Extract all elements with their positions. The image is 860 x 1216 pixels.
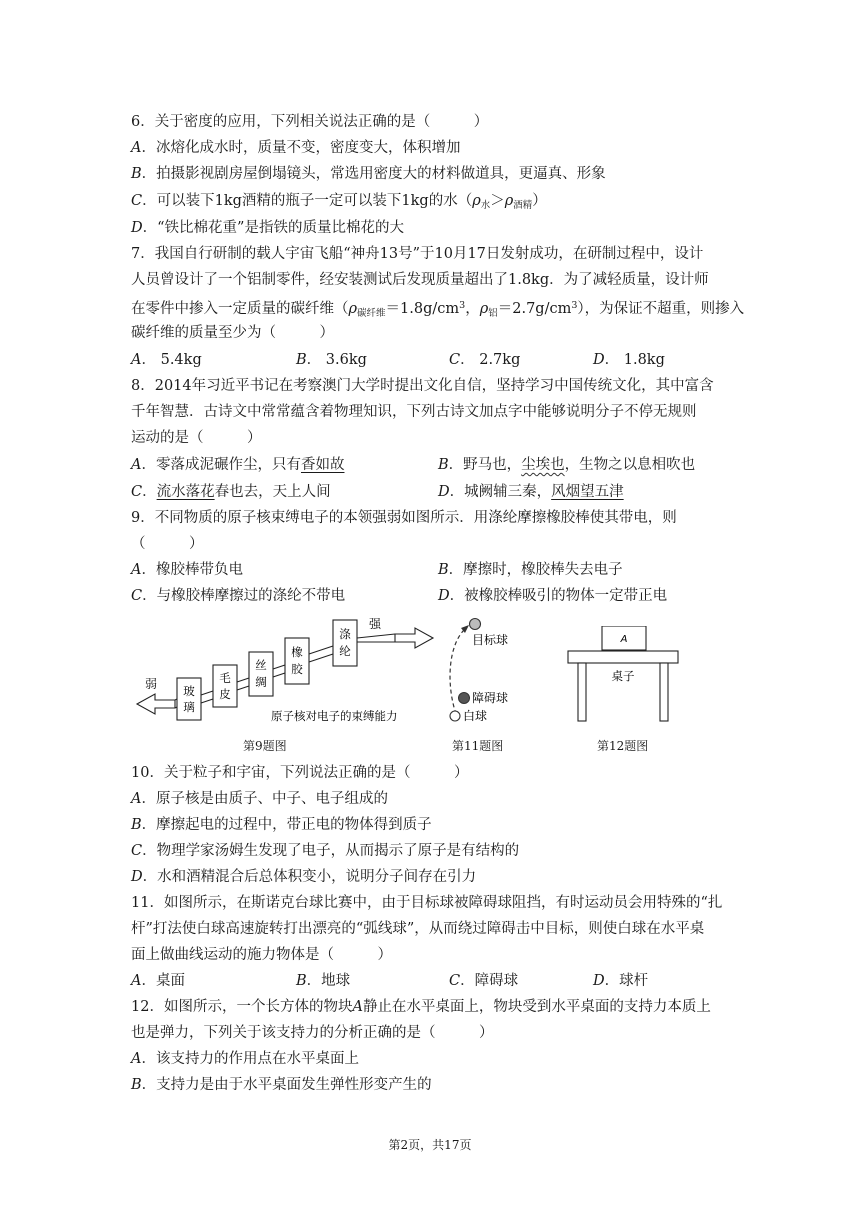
q11-option-a: A．桌面 (131, 973, 185, 989)
q6-stem: 6．关于密度的应用，下列相关说法正确的是（ ） (131, 114, 489, 130)
obstacle-ball (459, 693, 470, 704)
q9-option-a: A．橡胶棒带负电 (131, 562, 243, 578)
box-glass-label-1: 玻 (183, 684, 195, 698)
obstacle-ball-label: 障碍球 (472, 691, 509, 705)
q7-stem-line-4: 碳纤维的质量至少为（ ） (131, 325, 334, 341)
figure-9-caption: 第9题图 (243, 739, 287, 753)
q11-stem-line-3: 面上做曲线运动的施力物体是（ ） (131, 947, 392, 963)
q8-stem-line-1: 8．2014年习近平书记在考察澳门大学时提出文化自信，坚持学习中国传统文化，其中富含 (131, 378, 714, 394)
box-glass-label-2: 璃 (183, 700, 195, 714)
q9-stem-line-2: （ ） (131, 536, 204, 552)
q11-option-c: C．障碍球 (449, 973, 519, 989)
svg-text:橡: 橡 (291, 645, 303, 659)
table-top (568, 651, 678, 663)
strong-arrow (395, 628, 433, 648)
q10-option-a: A．原子核是由质子、中子、电子组成的 (131, 791, 388, 807)
page-footer: 第2页，共17页 (388, 1138, 472, 1152)
q12-stem-line-1: 12．如图所示，一个长方体的物块A静止在水平桌面上，物块受到水平桌面的支持力本质上 (131, 999, 711, 1015)
target-ball-label: 目标球 (472, 633, 509, 647)
q8-option-a: A．零落成泥碾作尘，只有香如故 (131, 457, 345, 473)
q12-option-b: B．支持力是由于水平桌面发生弹性形变产生的 (131, 1077, 432, 1093)
q10-option-b: B．摩擦起电的过程中，带正电的物体得到质子 (131, 817, 432, 833)
q9-option-b: B．摩擦时，橡胶棒失去电子 (438, 562, 623, 578)
weak-label: 弱 (145, 677, 158, 691)
figure-11-caption: 第11题图 (452, 739, 504, 753)
svg-text:毛: 毛 (219, 671, 231, 685)
q9-option-d: D．被橡胶棒吸引的物体一定带正电 (438, 588, 668, 604)
white-ball-label: 白球 (463, 709, 488, 723)
q8-stem-line-2: 千年智慧．古诗文中常常蕴含着物理知识，下列古诗文加点字中能够说明分子不停无规则 (131, 404, 697, 420)
q10-option-c: C．物理学家汤姆生发现了电子，从而揭示了原子是有结构的 (131, 843, 520, 859)
q8-option-d: D．城阙辅三秦，风烟望五津 (438, 484, 624, 500)
q8-stem-line-3: 运动的是（ ） (131, 430, 262, 446)
q12-stem-line-2: 也是弹力，下列关于该支持力的分析正确的是（ ） (131, 1025, 494, 1041)
q6-option-d: D．“铁比棉花重”是指铁的质量比棉花的大 (131, 220, 404, 236)
svg-text:皮: 皮 (219, 687, 231, 701)
q11-stem-line-1: 11．如图所示，在斯诺克台球比赛中，由于目标球被障碍球阻挡，有时运动员会用特殊的“扎 (131, 895, 723, 911)
q7-stem-line-2: 人员曾设计了一个铝制零件，经安装测试后发现质量超出了1.8kg．为了减轻质量，设计师 (131, 272, 709, 288)
q10-option-d: D．水和酒精混合后总体积变小，说明分子间存在引力 (131, 869, 477, 885)
block-a-label: A (620, 634, 628, 645)
q6-option-c: C．可以装下1kg酒精的瓶子一定可以装下1kg的水$(\rho_水>\rho_{酒精})$ (131, 193, 547, 211)
q7-option-a: A． 5.4kg (131, 352, 202, 368)
figure-9-binding-ability-diagram (135, 612, 435, 730)
svg-text:涤: 涤 (339, 627, 351, 641)
q6-option-a: A．冰熔化成水时，质量不变，密度变大，体积增加 (131, 140, 461, 156)
q11-stem-line-2: 杆”打法使白球高速旋转打出漂亮的“弧线球”，从而绕过障碍击中目标，则使白球在水平桌 (131, 921, 705, 937)
q7-option-c: C． 2.7kg (449, 352, 521, 368)
svg-text:丝: 丝 (255, 658, 267, 672)
table-leg-right (660, 663, 668, 721)
figure-11-billiards-diagram (444, 614, 534, 726)
table-label: 桌子 (611, 669, 635, 683)
binding-ability-label: 原子核对电子的束缚能力 (271, 709, 398, 723)
figure-12-caption: 第12题图 (597, 739, 649, 753)
figure-12-block-on-table (566, 626, 682, 724)
q7-stem-line-1: 7．我国自行研制的载人宇宙飞船“神舟13号”于10月17日发射成功，在研制过程中，设计 (131, 246, 704, 262)
q9-option-c: C．与橡胶棒摩擦过的涤纶不带电 (131, 588, 346, 604)
table-leg-left (578, 663, 586, 721)
strong-label: 强 (369, 617, 382, 631)
q9-stem-line-1: 9．不同物质的原子核束缚电子的本领强弱如图所示．用涤纶摩擦橡胶棒使其带电，则 (131, 510, 677, 526)
target-ball (470, 619, 481, 630)
svg-text:胶: 胶 (291, 662, 303, 676)
q7-option-d: D． 1.8kg (593, 352, 665, 368)
q12-option-a: A．该支持力的作用点在水平桌面上 (131, 1051, 359, 1067)
white-ball (450, 711, 460, 721)
svg-text:绸: 绸 (255, 675, 267, 689)
q7-option-b: B． 3.6kg (296, 352, 367, 368)
q8-option-b: B．野马也，尘埃也，生物之以息相吹也 (438, 457, 696, 473)
q10-stem: 10．关于粒子和宇宙，下列说法正确的是（ ） (131, 765, 469, 781)
q7-stem-line-3: 在零件中掺入一定质量的碳纤维（$\rho_{碳纤维}=1.8g/cm^3$，$\rho_铝=2.7g/cm^3$），为保证不超重，则掺入 (131, 300, 745, 319)
svg-text:纶: 纶 (339, 644, 351, 658)
weak-arrow (137, 694, 175, 714)
q11-option-d: D．球杆 (593, 973, 649, 989)
q11-option-b: B．地球 (296, 973, 351, 989)
q6-option-b: B．拍摄影视剧房屋倒塌镜头，常选用密度大的材料做道具，更逼真、形象 (131, 166, 606, 182)
q8-option-c: C．流水落花春也去，天上人间 (131, 484, 331, 500)
